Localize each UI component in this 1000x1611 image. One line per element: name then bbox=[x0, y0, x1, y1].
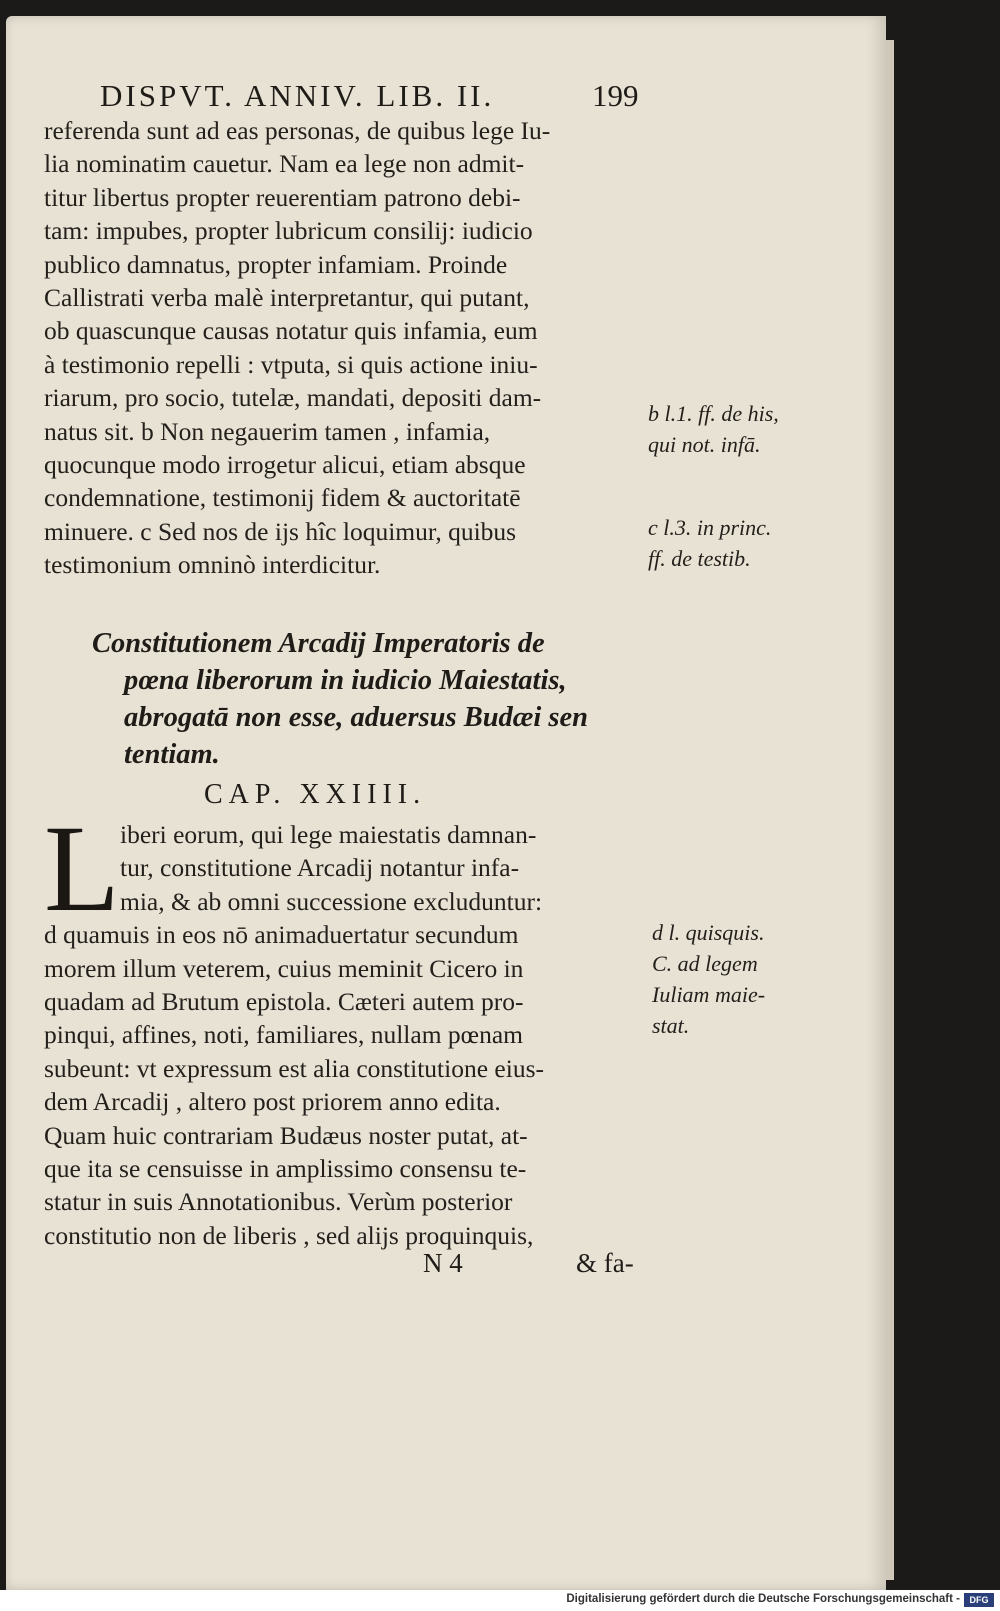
footer-bar bbox=[0, 1590, 1000, 1611]
funding-credit: Digitalisierung gefördert durch die Deutsche Forschungsgemeinschaft - bbox=[566, 1593, 960, 1605]
margin-note-b bbox=[648, 398, 779, 460]
margin-line: C. ad legem bbox=[652, 951, 758, 976]
text-line: pinqui, affines, noti, familiares, nullam pœnam bbox=[44, 1020, 523, 1050]
text-line: riarum, pro socio, tutelæ, mandati, depositi dam- bbox=[44, 383, 542, 413]
margin-line: ff. de testib. bbox=[648, 546, 751, 571]
text-line: testimonium omninò interdicitur. bbox=[44, 550, 381, 580]
margin-note-d bbox=[652, 917, 765, 1041]
text-line: d quamuis in eos nō animaduertatur secundum bbox=[44, 920, 519, 950]
running-title: DISPVT. ANNIV. LIB. II. bbox=[100, 78, 495, 113]
text-line: Quam huic contrariam Budæus noster putat, at- bbox=[44, 1120, 528, 1150]
paragraph-1 bbox=[44, 114, 664, 582]
text-line: mia, & ab omni successione excluduntur: bbox=[120, 886, 543, 916]
margin-line: qui not. infā. bbox=[648, 432, 761, 457]
text-line: lia nominatim cauetur. Nam ea lege non admit- bbox=[44, 149, 525, 179]
margin-line: c l.3. in princ. bbox=[648, 515, 772, 540]
text-line: titur libertus propter reuerentiam patrono debi- bbox=[44, 182, 521, 212]
heading-line: Constitutionem Arcadij Imperatoris de bbox=[92, 628, 545, 659]
margin-line: d l. quisquis. bbox=[652, 920, 765, 945]
margin-line: Iuliam maie- bbox=[652, 982, 766, 1007]
signature-mark: N 4 bbox=[423, 1248, 463, 1278]
section-heading bbox=[92, 625, 652, 773]
chapter-number: CAP. XXIIII. bbox=[204, 779, 427, 810]
text-line: referenda sunt ad eas personas, de quibus lege Iu- bbox=[44, 116, 551, 145]
heading-line: tentiam. bbox=[124, 739, 220, 770]
margin-line: b l.1. ff. de his, bbox=[648, 401, 779, 426]
text-line: statur in suis Annotationibus. Verùm posterior bbox=[44, 1187, 513, 1217]
text-line: à testimonio repelli : vtputa, si quis actione iniu- bbox=[44, 349, 538, 379]
running-header bbox=[100, 78, 660, 118]
margin-note-c bbox=[648, 512, 771, 574]
text-line: quocunque modo irrogetur alicui, etiam absque bbox=[44, 450, 526, 480]
text-line: minuere. c Sed nos de ijs hîc loquimur, quibus bbox=[44, 516, 517, 546]
margin-line: stat. bbox=[652, 1013, 690, 1038]
page-number: 199 bbox=[592, 78, 639, 113]
text-line: subeunt: vt expressum est alia constitutione eius- bbox=[44, 1053, 544, 1083]
text-line: que ita se censuisse in amplissimo consensu te- bbox=[44, 1154, 527, 1184]
text-line: iberi eorum, qui lege maiestatis damnan- bbox=[120, 820, 537, 849]
heading-line: pœna liberorum in iudicio Maiestatis, bbox=[124, 665, 567, 696]
text-line: dem Arcadij , altero post priorem anno edita. bbox=[44, 1087, 501, 1117]
text-line: ob quascunque causas notatur quis infamia, eum bbox=[44, 316, 538, 346]
drop-capital: L bbox=[44, 800, 120, 937]
text-line: Callistrati verba malè interpretantur, qui putant, bbox=[44, 283, 530, 313]
text-line: morem illum veterem, cuius meminit Cicero in bbox=[44, 953, 524, 983]
text-line: constitutio non de liberis , sed alijs proquinquis, bbox=[44, 1220, 534, 1250]
heading-line: abrogatā non esse, aduersus Budæi sen bbox=[124, 702, 589, 733]
text-line: tam: impubes, propter lubricum consilij: iudicio bbox=[44, 216, 533, 246]
text-line: natus sit. b Non negauerim tamen , infamia, bbox=[44, 416, 491, 446]
catchword: & fa- bbox=[576, 1248, 634, 1278]
text-line: condemnatione, testimonij fidem & auctoritatē bbox=[44, 483, 521, 513]
text-line: tur, constitutione Arcadij notantur infa- bbox=[120, 853, 520, 883]
text-line: quadam ad Brutum epistola. Cæteri autem pro- bbox=[44, 987, 524, 1017]
page-edge bbox=[886, 40, 894, 1580]
paragraph-2 bbox=[44, 800, 664, 1252]
dfg-logo: DFG bbox=[964, 1593, 994, 1607]
text-line: publico damnatus, propter infamiam. Proinde bbox=[44, 249, 508, 279]
